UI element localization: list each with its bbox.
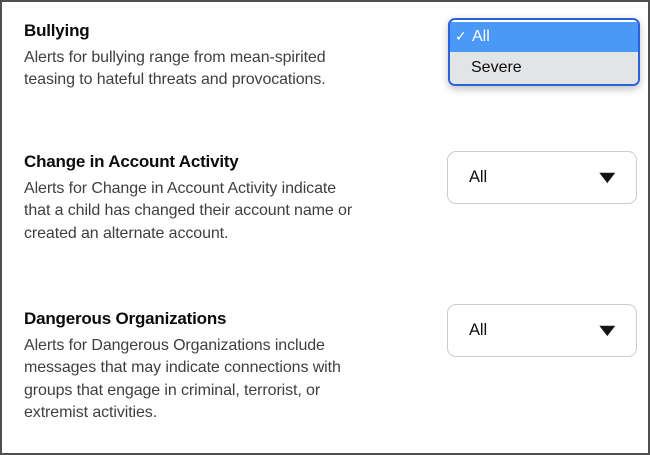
section-title-dangerous-organizations: Dangerous Organizations (24, 309, 227, 328)
menu-option-label: All (472, 28, 490, 45)
section-description-bullying: Alerts for bullying range from mean-spirited teasing to hateful threats and provocations. (24, 49, 326, 89)
section-title-account-activity: Change in Account Activity (24, 152, 239, 171)
menu-option-all[interactable] (450, 22, 638, 52)
menu-option-label: Severe (471, 59, 522, 76)
chevron-down-icon: ▼ (599, 322, 616, 339)
section-title-bullying: Bullying (24, 21, 90, 40)
dangerous-organizations-severity-select[interactable] (447, 304, 637, 357)
section-description-account-activity: Alerts for Change in Account Activity indicate that a child has changed their account name or created an alternate account. (24, 180, 353, 242)
bullying-severity-dropdown-menu (448, 18, 640, 86)
section-description-dangerous-organizations: Alerts for Dangerous Organizations include messages that may indicate connections with groups that engage in criminal, terrorist, or extremist activities. (24, 337, 341, 422)
select-value: All (469, 168, 488, 186)
account-activity-severity-select[interactable] (447, 151, 637, 204)
menu-option-severe[interactable] (450, 52, 638, 84)
chevron-down-icon: ▼ (599, 169, 616, 186)
select-value: All (469, 321, 488, 339)
check-icon: ✓ (455, 29, 467, 45)
